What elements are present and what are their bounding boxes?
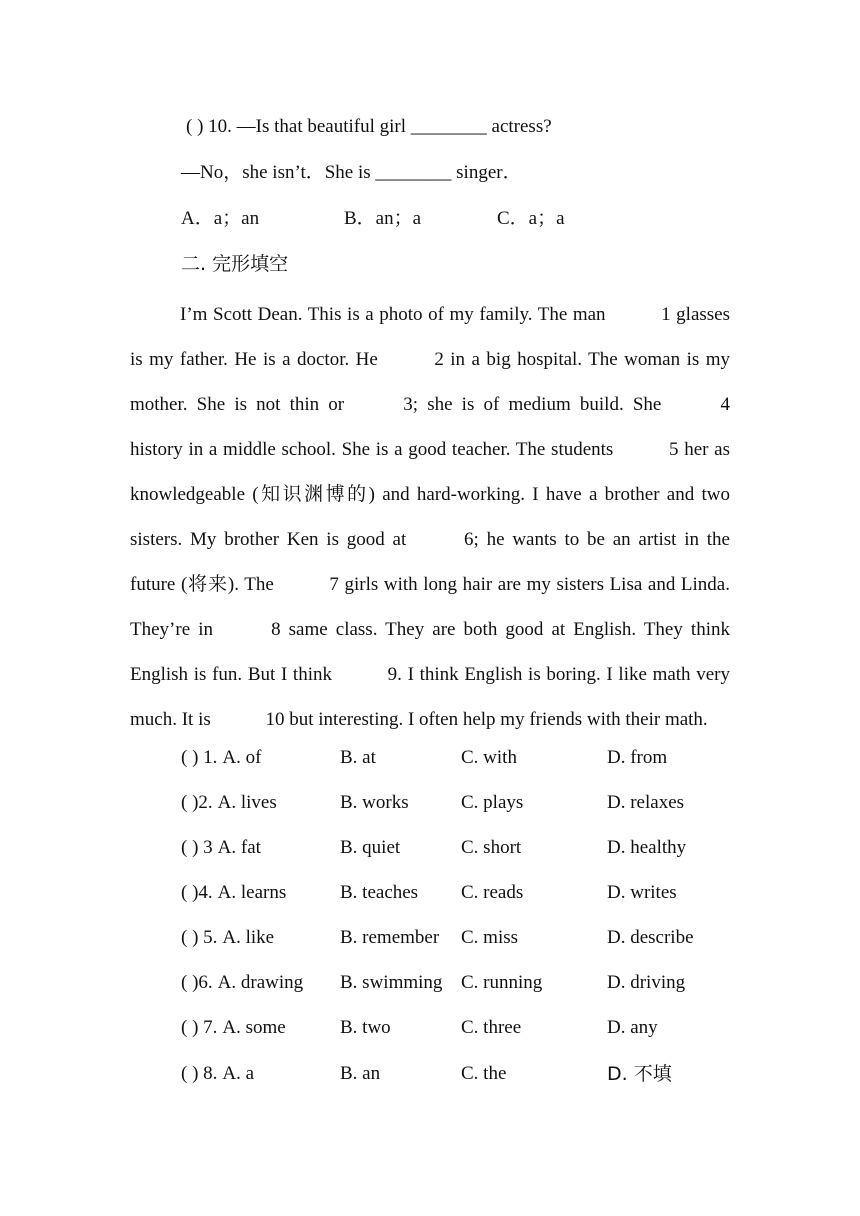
blank-number: 4 (720, 394, 731, 415)
option-b: B. swimming (340, 972, 443, 993)
option-b: B. quiet (340, 837, 401, 858)
q10-option-a: A．a；an (181, 208, 260, 229)
option-d: D. any (607, 1017, 658, 1038)
section-title: 二. 完形填空 (181, 253, 289, 275)
blank-number: 6 (464, 529, 474, 550)
option-d: D. writes (607, 882, 677, 903)
option-c: C. with (461, 747, 517, 768)
passage-text: I’m Scott Dean. This is a photo of my family. The man (180, 304, 612, 325)
passage-text: ; he wants to be an artist in the future ( (130, 529, 730, 595)
option-d: D. 不填 (607, 1063, 672, 1085)
blank-number: 1 (661, 304, 671, 325)
option-d: D. from (607, 747, 668, 768)
option-a: A. lives (217, 792, 277, 813)
passage-text: ). The (227, 574, 280, 595)
option-b: B. works (340, 792, 409, 813)
question-row (0, 1062, 860, 1086)
question-row (0, 836, 860, 860)
passage-text: ; she is of medium build. She (412, 394, 671, 415)
q10-option-b: B．an；a (344, 208, 422, 229)
passage-text: . I think English is boring. I like math very much. It is (130, 664, 730, 730)
question-number: ( ) 5. (181, 927, 218, 948)
passage-text: glasses is my father. He is a doctor. He (130, 304, 731, 370)
option-c: C. short (461, 837, 522, 858)
option-a: A. some (222, 1017, 286, 1038)
option-c: C. miss (461, 927, 519, 948)
blank-number: 5 (669, 439, 679, 460)
blank-number: 7 (329, 574, 339, 595)
passage-text: her as knowledgeable ( (130, 439, 730, 505)
blank-number: 2 (434, 349, 444, 370)
option-d: D. relaxes (607, 792, 685, 813)
option-a: A. like (222, 927, 275, 948)
question-row (0, 1016, 860, 1040)
passage-text: ) and hard-working. I have a brother and two sisters. My brother Ken is good at (130, 484, 730, 550)
option-b: B. two (340, 1017, 391, 1038)
question-row (0, 881, 860, 905)
question-number: ( ) 1. (181, 747, 218, 768)
chinese-gloss: 知识渊博的 (258, 483, 369, 505)
option-b: B. an (340, 1063, 381, 1084)
option-a: A. a (222, 1063, 255, 1084)
option-a: A. learns (217, 882, 287, 903)
option-b: B. remember (340, 927, 440, 948)
option-c: C. plays (461, 792, 524, 813)
question-row (0, 926, 860, 950)
option-a: A. drawing (217, 972, 304, 993)
question-number: ( ) 7. (181, 1017, 218, 1038)
blank-number: 8 (271, 619, 281, 640)
blank-number: 9 (387, 664, 398, 685)
option-b: B. at (340, 747, 376, 768)
cloze-passage (130, 292, 730, 742)
passage-text: history in a middle school. She is a good teacher. The students (130, 439, 620, 460)
option-a: A. fat (217, 837, 261, 858)
blank-number: 3 (403, 394, 413, 415)
blank-number: 10 (265, 709, 285, 730)
question-row (0, 746, 860, 770)
option-d: D. healthy (607, 837, 687, 858)
passage-text: in a big hospital. The woman is my mother. She is not thin or (130, 349, 730, 415)
option-c: C. three (461, 1017, 522, 1038)
question-number: ( ) 8. (181, 1063, 218, 1084)
question-number: ( )6. (181, 972, 213, 993)
question-number: ( )4. (181, 882, 213, 903)
option-c: C. running (461, 972, 543, 993)
question-number: ( )2. (181, 792, 213, 813)
q10-line1: ( ) 10. —Is that beautiful girl ________ actress? (186, 116, 552, 137)
chinese-gloss: 将来 (187, 573, 228, 595)
question-row (0, 791, 860, 815)
option-b: B. teaches (340, 882, 419, 903)
option-a: A. of (222, 747, 262, 768)
passage-text: girls with long hair are my sisters Lisa and Linda. They’re in (130, 574, 730, 640)
option-c: C. reads (461, 882, 524, 903)
passage-text: but interesting. I often help my friends with their math. (284, 709, 708, 730)
q10-option-c: C．a；a (497, 208, 565, 229)
question-row (0, 971, 860, 995)
option-c: C. the (461, 1063, 507, 1084)
q10-line2: —No，she isn’t．She is ________ singer． (181, 162, 522, 183)
question-number: ( ) 3 (181, 837, 213, 858)
option-d: D. driving (607, 972, 686, 993)
passage-text: same class. They are both good at English. They think English is fun. But I think (130, 619, 730, 685)
option-d: D. describe (607, 927, 694, 948)
